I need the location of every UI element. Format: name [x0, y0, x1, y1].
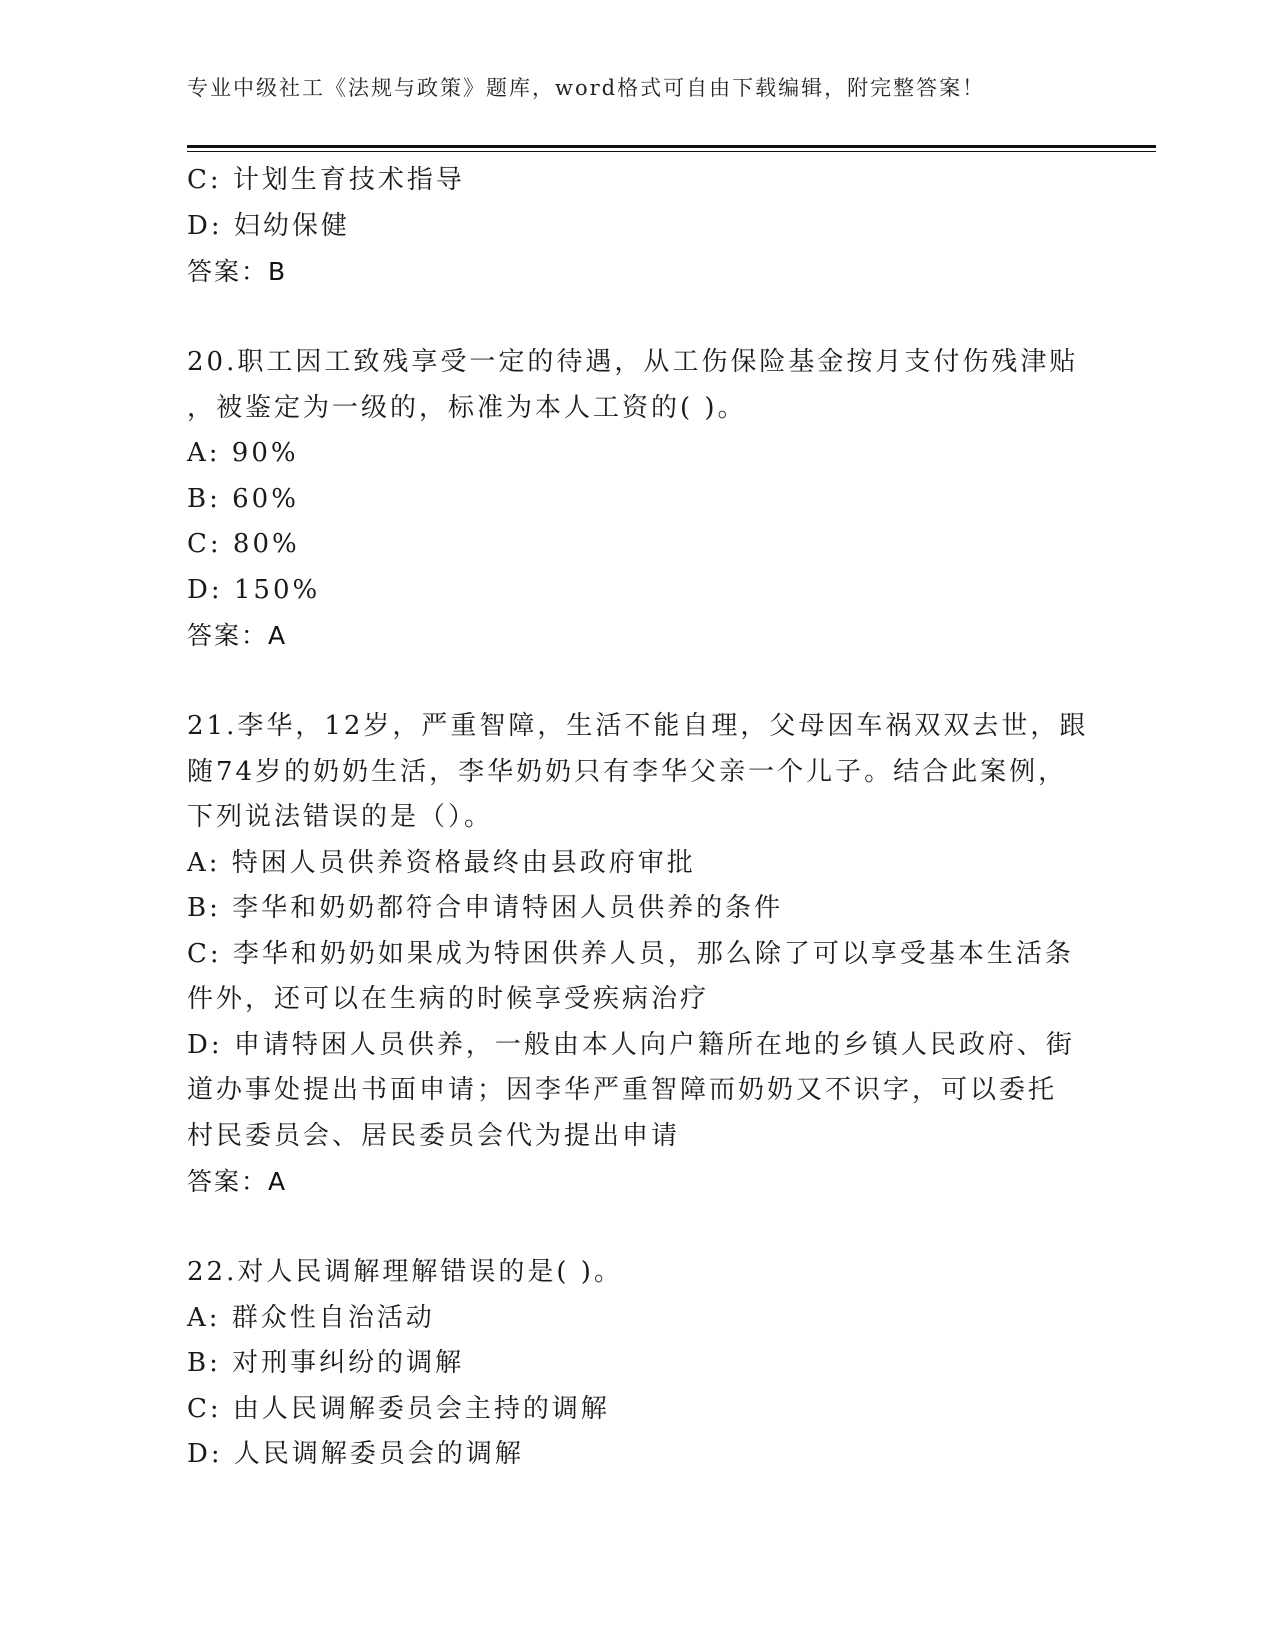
- header-rule-thin: [187, 151, 1156, 152]
- header-rule-thick: [187, 145, 1156, 148]
- question-22: [187, 1250, 1087, 1478]
- question-stem-line: 下列说法错误的是（）。: [187, 802, 494, 832]
- option-b: B: 李华和奶奶都符合申请特困人员供养的条件: [187, 893, 784, 923]
- question-stem-line: 随74岁的奶奶生活，李华奶奶只有李华父亲一个儿子。结合此案例，: [187, 756, 1068, 787]
- option-d-continued: 道办事处提出书面申请；因李华严重智障而奶奶又不识字，可以委托: [187, 1075, 1058, 1105]
- option-c: C: 由人民调解委员会主持的调解: [187, 1393, 610, 1424]
- answer-line: 答案：A: [187, 621, 288, 650]
- option-c-continued: 件外，还可以在生病的时候享受疾病治疗: [187, 984, 710, 1014]
- question-19-tail: [187, 158, 1087, 295]
- question-list: [187, 158, 1087, 1478]
- question-stem-line: 21.李华，12岁，严重智障，生活不能自理，父母因车祸双双去世，跟: [187, 711, 1089, 741]
- option-a: A: 特困人员供养资格最终由县政府审批: [187, 847, 696, 878]
- question-21: [187, 704, 1087, 1205]
- spacer: [187, 295, 1087, 341]
- question-20: [187, 340, 1087, 659]
- spacer: [187, 659, 1087, 705]
- option-b: B: 60%: [187, 483, 299, 514]
- option-c: C: 计划生育技术指导: [187, 165, 465, 195]
- option-d: D: 妇幼保健: [187, 210, 350, 241]
- question-stem-line: ，被鉴定为一级的，标准为本人工资的( )。: [187, 392, 747, 423]
- option-d: D: 150%: [187, 574, 321, 605]
- option-c: C: 80%: [187, 529, 300, 559]
- answer-line: 答案：B: [187, 257, 288, 286]
- option-d-continued: 村民委员会、居民委员会代为提出申请: [187, 1120, 681, 1151]
- option-a: A: 群众性自治活动: [187, 1302, 435, 1333]
- option-d: D: 申请特困人员供养，一般由本人向户籍所在地的乡镇人民政府、街: [187, 1029, 1075, 1060]
- page-header: 专业中级社工《法规与政策》题库，word格式可自由下载编辑，附完整答案！: [187, 76, 986, 100]
- question-stem-line: 22.对人民调解理解错误的是( )。: [187, 1257, 623, 1287]
- option-b: B: 对刑事纠纷的调解: [187, 1348, 465, 1378]
- option-a: A: 90%: [187, 438, 299, 468]
- question-stem-line: 20.职工因工致残享受一定的待遇，从工伤保险基金按月支付伤残津贴: [187, 347, 1079, 377]
- answer-line: 答案：A: [187, 1167, 288, 1196]
- option-d: D: 人民调解委员会的调解: [187, 1439, 524, 1469]
- spacer: [187, 1205, 1087, 1251]
- option-c: C: 李华和奶奶如果成为特困供养人员，那么除了可以享受基本生活条: [187, 938, 1074, 969]
